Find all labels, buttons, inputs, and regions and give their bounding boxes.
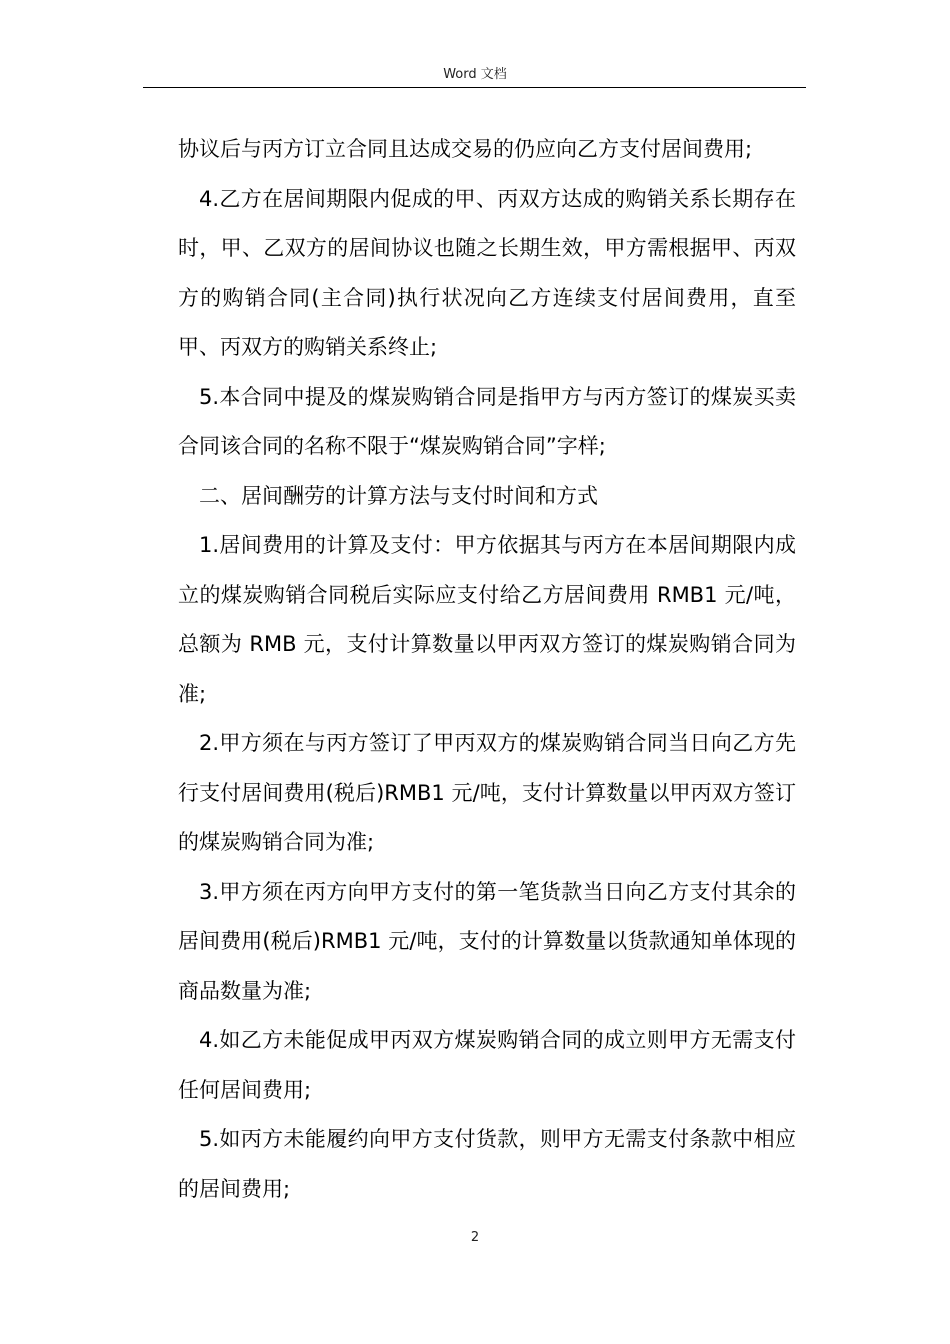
section-heading: 二、居间酬劳的计算方法与支付时间和方式 bbox=[199, 483, 598, 508]
header-divider bbox=[143, 87, 806, 88]
paragraph-3: 5.本合同中提及的煤炭购销合同是指甲方与丙方签订的煤炭买卖合同该合同的名称不限于“煤炭购销合同”字样; bbox=[178, 384, 796, 458]
paragraph-6: 2.甲方须在与丙方签订了甲丙双方的煤炭购销合同当日向乙方先行支付居间费用(税后)RMB1 元/吨，支付计算数量以甲丙双方签订的煤炭购销合同为准; bbox=[178, 731, 796, 854]
paragraph-8: 4.如乙方未能促成甲丙双方煤炭购销合同的成立则甲方无需支付任何居间费用; bbox=[178, 1028, 796, 1102]
paragraph-1: 协议后与丙方订立合同且达成交易的仍应向乙方支付居间费用; bbox=[178, 137, 753, 161]
page-header: Word 文档 bbox=[443, 67, 507, 82]
paragraph-9: 5.如丙方未能履约向甲方支付货款，则甲方无需支付条款中相应的居间费用; bbox=[178, 1127, 796, 1201]
document-body bbox=[178, 125, 796, 1214]
paragraph-5: 1.居间费用的计算及支付：甲方依据其与丙方在本居间期限内成立的煤炭购销合同税后实际应支付给乙方居间费用 RMB1 元/吨，总额为 RMB 元，支付计算数量以甲丙双方签订的煤炭购销合同为准; bbox=[178, 533, 796, 706]
paragraph-7: 3.甲方须在丙方向甲方支付的第一笔货款当日向乙方支付其余的居间费用(税后)RMB1 元/吨，支付的计算数量以货款通知单体现的商品数量为准; bbox=[178, 879, 796, 1003]
page-number: 2 bbox=[470, 1230, 480, 1245]
paragraph-2: 4.乙方在居间期限内促成的甲、丙双方达成的购销关系长期存在时，甲、乙双方的居间协议也随之长期生效，甲方需根据甲、丙双方的购销合同(主合同)执行状况向乙方连续支付居间费用，直至甲、丙双方的购销关系终止; bbox=[178, 186, 796, 359]
